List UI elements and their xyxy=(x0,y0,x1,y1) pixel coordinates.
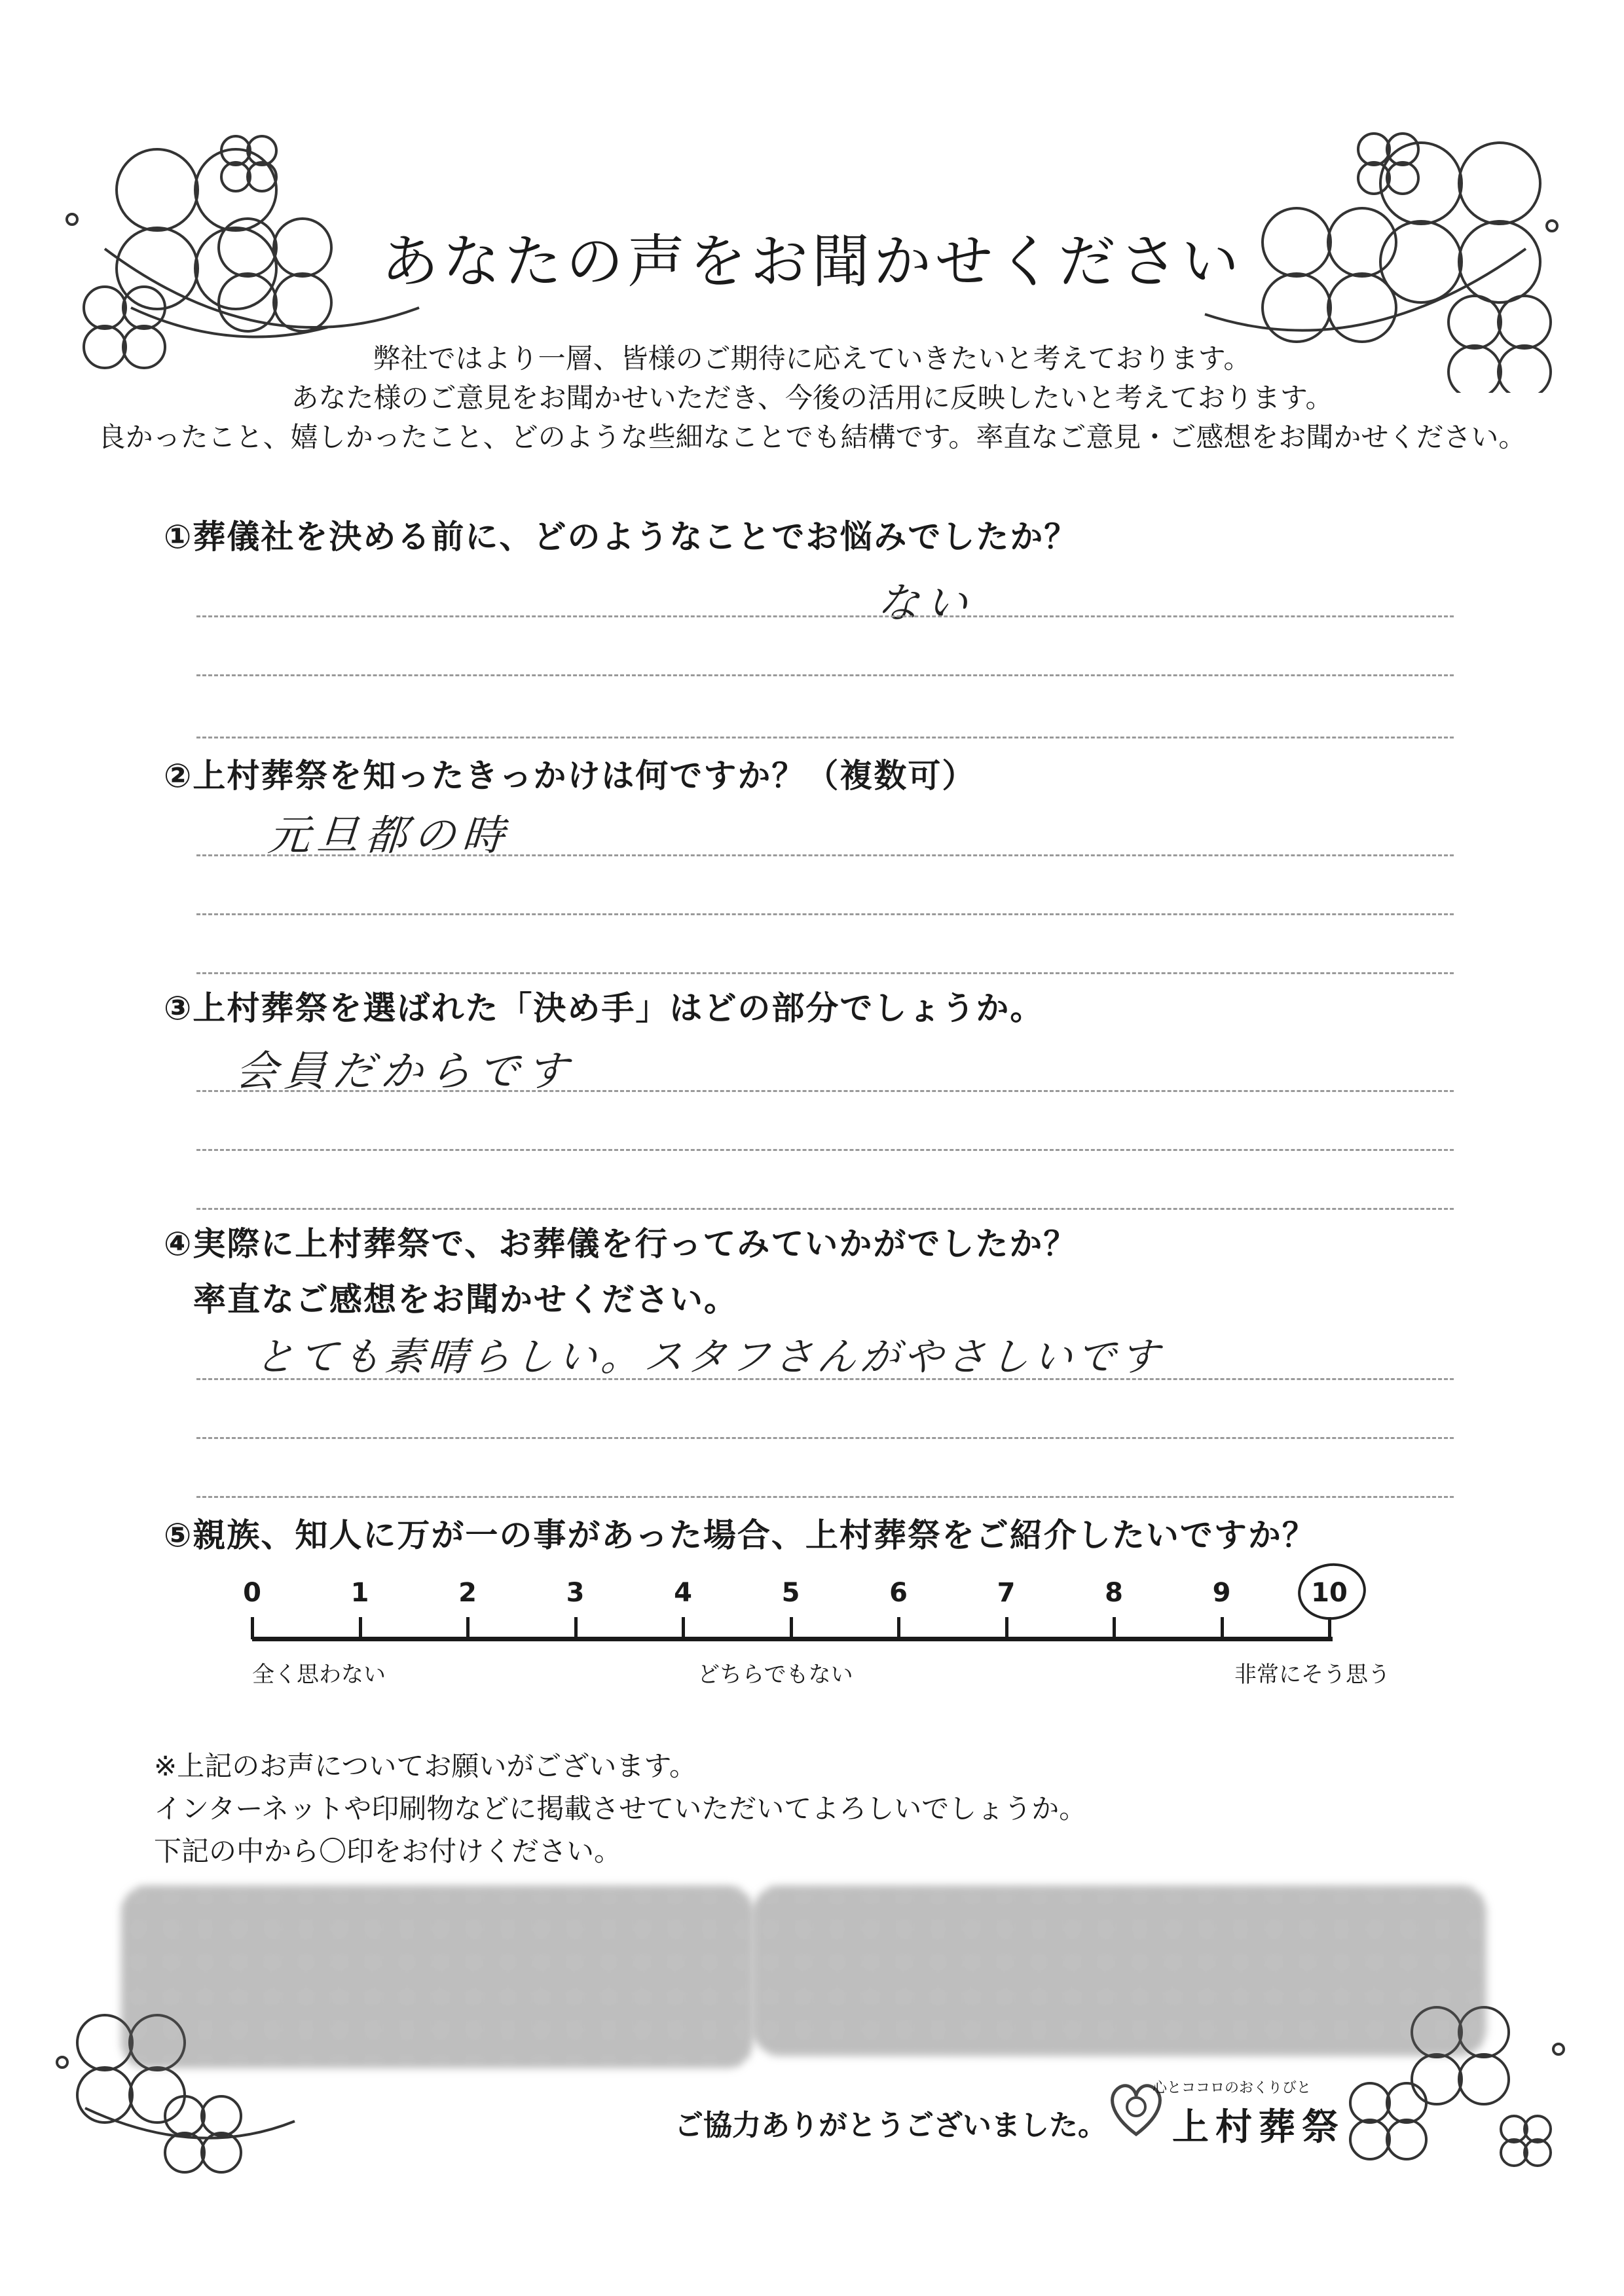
scale-number-8[interactable]: 8 xyxy=(1105,1578,1123,1608)
redacted-area-left xyxy=(121,1886,753,2069)
scale-label-high: 非常にそう思う xyxy=(1234,1662,1390,1688)
answer-rule xyxy=(196,1090,1454,1092)
scale-number-1[interactable]: 1 xyxy=(350,1578,369,1608)
intro-line-2: あなた様のご意見をお聞かせいただき、今後の活用に反映したいと考えております。 xyxy=(291,382,1333,414)
intro-line-3: 良かったこと、嬉しかったこと、どのような些細なことでも結構です。率直なご意見・ご感想をお聞かせください。 xyxy=(98,421,1526,453)
brand-name: 上村葬祭 xyxy=(1172,2106,1345,2149)
scale-tick xyxy=(1113,1617,1116,1639)
page-title: あなたの声をお聞かせください xyxy=(380,228,1243,295)
scale-line xyxy=(252,1637,1333,1641)
scale-tick xyxy=(682,1617,685,1639)
intro-line-1: 弊社ではより一層、皆様のご期待に応えていきたいと考えております。 xyxy=(373,342,1251,374)
answer-4[interactable]: とても素晴らしい。スタフさんがやさしいです xyxy=(253,1334,1165,1380)
answer-rule xyxy=(196,854,1454,856)
note-line-2: インターネットや印刷物などに掲載させていただいてよろしいでしょうか。 xyxy=(154,1793,1087,1825)
scale-tick xyxy=(1005,1617,1008,1639)
scale-label-low: 全く思わない xyxy=(252,1662,386,1688)
answer-rule xyxy=(196,1208,1454,1210)
scale-tick xyxy=(1221,1617,1224,1639)
note-line-3: 下記の中から〇印をお付けください。 xyxy=(154,1835,622,1867)
brand-tagline: 心とココロのおくりびと xyxy=(1153,2080,1312,2096)
answer-rule xyxy=(196,737,1454,738)
question-2: ②上村葬祭を知ったきっかけは何ですか？（複数可） xyxy=(164,757,976,795)
scale-tick xyxy=(251,1617,254,1639)
answer-rule xyxy=(196,674,1454,676)
redacted-area-right xyxy=(753,1886,1486,2056)
footer-thanks: ご協力ありがとうございました。 xyxy=(674,2109,1107,2142)
question-4: ④実際に上村葬祭で、お葬儀を行ってみていかがでしたか？ xyxy=(164,1225,1078,1263)
scale-tick xyxy=(466,1617,470,1639)
question-1: ①葬儀社を決める前に、どのようなことでお悩みでしたか？ xyxy=(164,518,1079,556)
answer-3[interactable]: 会員だからです xyxy=(233,1048,576,1096)
question-5: ⑤親族、知人に万が一の事があった場合、上村葬祭をご紹介したいですか？ xyxy=(164,1516,1316,1554)
clover-decoration-top xyxy=(0,0,1624,393)
scale-number-3[interactable]: 3 xyxy=(566,1578,585,1608)
scale-number-10[interactable]: 10 xyxy=(1311,1578,1348,1608)
scale-tick xyxy=(1328,1617,1331,1639)
scale-number-6[interactable]: 6 xyxy=(889,1578,908,1608)
answer-rule xyxy=(196,1149,1454,1151)
note-line-1: ※上記のお声についてお願いがございます。 xyxy=(154,1750,697,1782)
selected-circle-mark xyxy=(1295,1559,1370,1624)
question-3: ③上村葬祭を選ばれた「決め手」はどの部分でしょうか。 xyxy=(164,989,1044,1027)
scale-tick xyxy=(790,1617,793,1639)
scale-number-7[interactable]: 7 xyxy=(997,1578,1016,1608)
question-4-sub: 率直なご感想をお聞かせください。 xyxy=(193,1281,738,1319)
scale-tick xyxy=(897,1617,900,1639)
scale-number-2[interactable]: 2 xyxy=(458,1578,477,1608)
answer-2[interactable]: 元旦都の時 xyxy=(266,812,513,860)
answer-rule xyxy=(196,1378,1454,1380)
scale-number-4[interactable]: 4 xyxy=(674,1578,692,1608)
answer-rule xyxy=(196,913,1454,915)
scale-number-9[interactable]: 9 xyxy=(1212,1578,1231,1608)
scale-tick xyxy=(359,1617,362,1639)
scale-number-0[interactable]: 0 xyxy=(243,1578,261,1608)
answer-rule xyxy=(196,615,1454,617)
answer-rule xyxy=(196,1496,1454,1498)
scale-tick xyxy=(574,1617,578,1639)
answer-rule xyxy=(196,1437,1454,1439)
scale-label-mid: どちらでもない xyxy=(697,1662,853,1688)
answer-1[interactable]: ない xyxy=(875,579,976,628)
scale-number-5[interactable]: 5 xyxy=(781,1578,800,1608)
answer-rule xyxy=(196,972,1454,974)
